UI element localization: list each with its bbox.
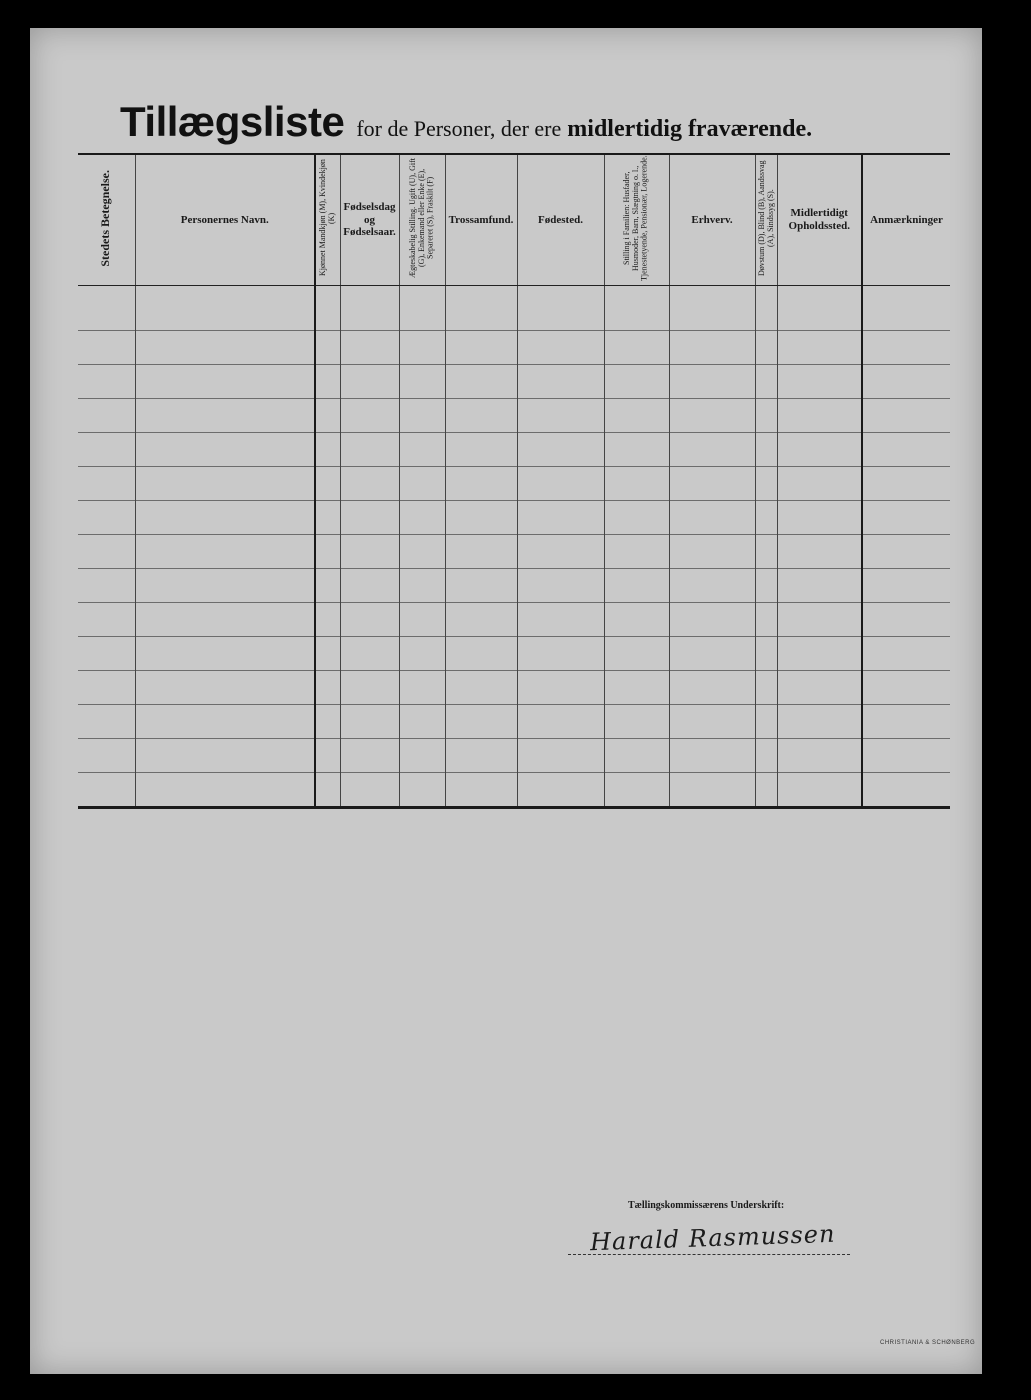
table-row: [78, 330, 950, 364]
table-cell: [517, 704, 604, 738]
table-cell: [669, 738, 755, 772]
table-cell: [135, 398, 315, 432]
table-cell: [862, 602, 950, 636]
table-cell: [777, 534, 862, 568]
table-cell: [315, 432, 340, 466]
signature-label: Tællingskommissærens Underskrift:: [628, 1200, 785, 1211]
table-cell: [315, 568, 340, 602]
table-cell: [517, 568, 604, 602]
table-cell: [862, 432, 950, 466]
table-cell: [135, 285, 315, 330]
table-row: [78, 534, 950, 568]
table-cell: [445, 704, 517, 738]
table-cell: [517, 636, 604, 670]
table-cell: [862, 398, 950, 432]
col-header-birthdate: Fødselsdag og Fødselsaar.: [340, 154, 399, 285]
table-cell: [78, 568, 135, 602]
table-cell: [862, 330, 950, 364]
table-cell: [315, 704, 340, 738]
table-cell: [340, 364, 399, 398]
table-cell: [399, 330, 445, 364]
table-row: [78, 772, 950, 807]
table-cell: [755, 432, 777, 466]
table-cell: [517, 772, 604, 807]
table-cell: [604, 738, 669, 772]
form-title: [120, 98, 812, 146]
table-row: [78, 602, 950, 636]
table-cell: [399, 466, 445, 500]
table-cell: [340, 704, 399, 738]
title-subtitle: for de Personer, der ere: [356, 116, 562, 141]
table-cell: [755, 704, 777, 738]
table-cell: [315, 398, 340, 432]
table-cell: [669, 466, 755, 500]
table-cell: [135, 432, 315, 466]
table-cell: [315, 670, 340, 704]
table-cell: [669, 602, 755, 636]
table-cell: [135, 738, 315, 772]
table-cell: [315, 602, 340, 636]
table-cell: [862, 364, 950, 398]
table-cell: [669, 568, 755, 602]
table-cell: [669, 500, 755, 534]
table-cell: [340, 772, 399, 807]
table-cell: [517, 330, 604, 364]
table-cell: [755, 466, 777, 500]
header-row: [78, 154, 950, 285]
table-cell: [135, 704, 315, 738]
table-cell: [78, 670, 135, 704]
table-cell: [78, 466, 135, 500]
table-cell: [862, 500, 950, 534]
table-cell: [78, 602, 135, 636]
table-cell: [777, 330, 862, 364]
table-cell: [315, 466, 340, 500]
table-cell: [755, 364, 777, 398]
table-cell: [135, 568, 315, 602]
col-header-sex: Kjønnet Mandkjøn (M), Kvindekjøn (K): [315, 154, 340, 285]
table-cell: [604, 500, 669, 534]
col-header-remarks: Anmærkninger: [862, 154, 950, 285]
table-cell: [445, 500, 517, 534]
table-body: [78, 285, 950, 807]
table-cell: [340, 568, 399, 602]
table-cell: [777, 772, 862, 807]
table-cell: [78, 636, 135, 670]
table-cell: [862, 738, 950, 772]
table-cell: [315, 636, 340, 670]
table-cell: [399, 704, 445, 738]
table-cell: [78, 364, 135, 398]
table-cell: [315, 772, 340, 807]
table-cell: [755, 534, 777, 568]
table-cell: [604, 432, 669, 466]
table-cell: [340, 500, 399, 534]
table-cell: [777, 500, 862, 534]
table-cell: [755, 285, 777, 330]
table-cell: [135, 364, 315, 398]
table-cell: [315, 500, 340, 534]
table-cell: [340, 398, 399, 432]
table-cell: [399, 636, 445, 670]
table-cell: [340, 534, 399, 568]
table-cell: [340, 466, 399, 500]
table-cell: [78, 500, 135, 534]
table-cell: [78, 330, 135, 364]
table-cell: [78, 704, 135, 738]
col-header-disability: Døvstum (D), Blind (B), Aandssvag (A), Sindssyg (S).: [755, 154, 777, 285]
table-cell: [862, 466, 950, 500]
table-cell: [399, 364, 445, 398]
table-cell: [669, 772, 755, 807]
table-cell: [135, 534, 315, 568]
table-cell: [604, 466, 669, 500]
table-cell: [135, 670, 315, 704]
table-cell: [862, 704, 950, 738]
table-cell: [777, 364, 862, 398]
table-cell: [340, 670, 399, 704]
table-cell: [777, 432, 862, 466]
table-cell: [862, 285, 950, 330]
table-cell: [517, 602, 604, 636]
table-cell: [135, 772, 315, 807]
col-header-family-position: Stilling i Familien: Husfader, Husmoder, Barn, Slægtning o. l., Tjenestetyende, Pensionær, Logerende.: [604, 154, 669, 285]
table-row: [78, 285, 950, 330]
table-cell: [315, 364, 340, 398]
table-cell: [604, 568, 669, 602]
table-cell: [604, 670, 669, 704]
table-cell: [604, 330, 669, 364]
table-cell: [755, 602, 777, 636]
table-row: [78, 670, 950, 704]
table-cell: [399, 602, 445, 636]
table-cell: [517, 534, 604, 568]
table-cell: [445, 285, 517, 330]
table-cell: [755, 500, 777, 534]
table-cell: [604, 285, 669, 330]
handwritten-signature: Harald Rasmussen: [589, 1219, 836, 1257]
signature-line: [568, 1254, 850, 1255]
table-cell: [78, 534, 135, 568]
table-cell: [777, 398, 862, 432]
table-cell: [135, 602, 315, 636]
table-cell: [78, 738, 135, 772]
table-cell: [669, 398, 755, 432]
table-cell: [777, 704, 862, 738]
table-cell: [445, 330, 517, 364]
table-cell: [777, 738, 862, 772]
table-cell: [399, 534, 445, 568]
table-cell: [862, 636, 950, 670]
table-row: [78, 636, 950, 670]
table-cell: [399, 568, 445, 602]
table-cell: [135, 466, 315, 500]
col-header-marital-status: Ægteskabelig Stilling. Ugift (U), Gift (G), Enkemand eller Enke (E), Separeret (S), Fraskilt (F): [399, 154, 445, 285]
title-emphasis: midlertidig fraværende.: [567, 116, 813, 142]
table-cell: [517, 285, 604, 330]
col-header-religion: Trossamfund.: [445, 154, 517, 285]
table-cell: [517, 738, 604, 772]
table-cell: [517, 398, 604, 432]
table-cell: [755, 568, 777, 602]
table-cell: [445, 602, 517, 636]
table-cell: [777, 636, 862, 670]
table-cell: [862, 670, 950, 704]
table-cell: [399, 670, 445, 704]
table-cell: [777, 670, 862, 704]
table-cell: [445, 432, 517, 466]
table-cell: [340, 330, 399, 364]
table-cell: [399, 398, 445, 432]
table-cell: [445, 772, 517, 807]
table-cell: [315, 738, 340, 772]
table-row: [78, 432, 950, 466]
table-row: [78, 568, 950, 602]
table-cell: [669, 330, 755, 364]
table-cell: [604, 534, 669, 568]
table-cell: [777, 466, 862, 500]
table-cell: [604, 602, 669, 636]
table-cell: [517, 500, 604, 534]
col-header-birthplace: Fødested.: [517, 154, 604, 285]
table-cell: [755, 398, 777, 432]
table-cell: [604, 398, 669, 432]
table-row: [78, 398, 950, 432]
table-cell: [669, 704, 755, 738]
col-header-place: Stedets Betegnelse.: [78, 154, 135, 285]
table-cell: [755, 738, 777, 772]
table-cell: [777, 602, 862, 636]
table-cell: [340, 636, 399, 670]
table-cell: [340, 285, 399, 330]
title-main: Tillægsliste: [120, 98, 345, 145]
table-cell: [445, 738, 517, 772]
table-cell: [78, 772, 135, 807]
table-cell: [669, 285, 755, 330]
table-cell: [604, 636, 669, 670]
table-row: [78, 704, 950, 738]
table-cell: [399, 772, 445, 807]
table-cell: [78, 285, 135, 330]
table-cell: [445, 364, 517, 398]
table-cell: [669, 534, 755, 568]
table-cell: [755, 330, 777, 364]
table-row: [78, 466, 950, 500]
table-cell: [399, 500, 445, 534]
table-cell: [315, 534, 340, 568]
table-cell: [604, 364, 669, 398]
table-cell: [669, 636, 755, 670]
table-cell: [135, 636, 315, 670]
table-cell: [445, 568, 517, 602]
col-header-name: Personernes Navn.: [135, 154, 315, 285]
table-cell: [340, 738, 399, 772]
table-cell: [755, 636, 777, 670]
table-cell: [862, 772, 950, 807]
table-cell: [445, 636, 517, 670]
table-cell: [755, 772, 777, 807]
table-cell: [669, 364, 755, 398]
table-cell: [315, 330, 340, 364]
table-cell: [445, 466, 517, 500]
table-cell: [604, 704, 669, 738]
table-cell: [517, 432, 604, 466]
table-cell: [340, 602, 399, 636]
table-cell: [445, 534, 517, 568]
census-table: [78, 153, 950, 809]
table-cell: [78, 398, 135, 432]
table-cell: [315, 285, 340, 330]
census-form-page: [30, 28, 982, 1374]
table-cell: [78, 432, 135, 466]
table-cell: [399, 432, 445, 466]
table-row: [78, 738, 950, 772]
table-cell: [517, 364, 604, 398]
table-cell: [340, 432, 399, 466]
table-cell: [399, 285, 445, 330]
table-cell: [862, 534, 950, 568]
table-cell: [135, 500, 315, 534]
table-row: [78, 500, 950, 534]
table-cell: [862, 568, 950, 602]
table-cell: [604, 772, 669, 807]
table-cell: [517, 670, 604, 704]
table-cell: [755, 670, 777, 704]
printer-mark: CHRISTIANIA & SCHØNBERG: [880, 1340, 976, 1346]
table-row: [78, 364, 950, 398]
col-header-temp-residence: Midlertidigt Opholdssted.: [777, 154, 862, 285]
table-cell: [517, 466, 604, 500]
table-cell: [445, 670, 517, 704]
table-cell: [777, 568, 862, 602]
table-cell: [669, 432, 755, 466]
table-cell: [777, 285, 862, 330]
col-header-occupation: Erhverv.: [669, 154, 755, 285]
table-cell: [135, 330, 315, 364]
table-cell: [445, 398, 517, 432]
table-cell: [669, 670, 755, 704]
table-cell: [399, 738, 445, 772]
